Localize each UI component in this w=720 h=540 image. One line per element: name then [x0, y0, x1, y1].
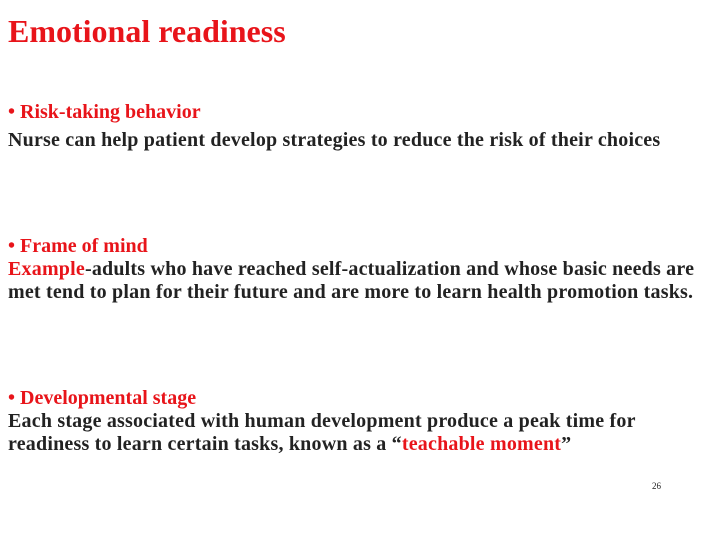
section-heading: • Frame of mind [8, 235, 148, 257]
section-heading: • Developmental stage [8, 387, 197, 409]
page-number: 26 [652, 481, 661, 491]
section-heading: • Risk-taking behavior [8, 101, 201, 123]
section-frame-of-mind [8, 234, 714, 304]
section-developmental-stage [8, 386, 714, 456]
section-body [8, 258, 714, 304]
slide-title: Emotional readiness [8, 13, 286, 49]
section-risk-taking [8, 100, 714, 156]
closing-quote: ” [561, 433, 572, 455]
teachable-moment-highlight: teachable moment [401, 433, 562, 455]
section-body [8, 410, 714, 456]
example-label: Example [8, 258, 85, 280]
section-body: Nurse can help patient develop strategies to reduce the risk of their choices [8, 129, 661, 151]
section-body-text: Each stage associated with human development produce a peak time for readiness to learn certain tasks, known as a “ [8, 410, 636, 455]
section-body-text: -adults who have reached self-actualization and whose basic needs are met tend to plan for their future and are more to learn health promotion tasks. [8, 258, 695, 303]
